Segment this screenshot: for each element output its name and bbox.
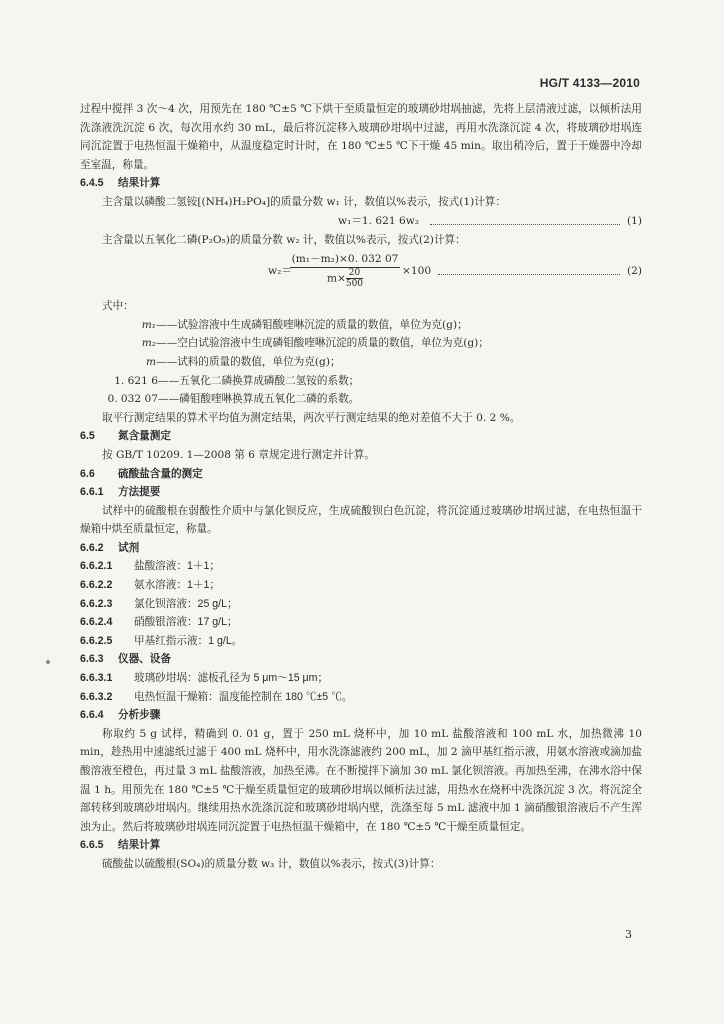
item-text: 电热恒温干燥箱：温度能控制在 180 ℃±5 ℃。 xyxy=(134,690,353,703)
section-number: 6.6.4 xyxy=(80,709,104,722)
formula-1-expression: w₁＝1. 621 6w₂ xyxy=(338,214,420,227)
formula-1 xyxy=(80,212,642,231)
variable-definitions xyxy=(80,316,642,409)
formula-2-numerator: (m₁－m₂)×0. 032 07 xyxy=(290,251,400,268)
page-number: 3 xyxy=(625,928,632,941)
coefficient-value: 0. 032 07 xyxy=(107,393,158,406)
item-number: 6.6.2.4 xyxy=(80,616,113,629)
document-body xyxy=(80,100,642,874)
section-6-6-4 xyxy=(80,706,642,725)
leader-dots xyxy=(438,274,620,275)
formula-2-multiplier: ×100 xyxy=(402,265,432,278)
section-title: 氮含量测定 xyxy=(118,430,171,443)
item-text: 玻璃砂坩埚：滤板孔径为 5 μm～15 μm； xyxy=(134,672,329,685)
standard-number: HG/T 4133—2010 xyxy=(539,76,640,90)
formula-2-fraction xyxy=(290,251,400,289)
definition-text: ——试料的质量的数值，单位为克(g)； xyxy=(156,355,341,368)
definition-item xyxy=(80,316,642,335)
section-number: 6.6.5 xyxy=(80,839,104,852)
section-6-6-5 xyxy=(80,836,642,855)
definition-text: ——空白试验溶液中生成磷钼酸喹啉沉淀的质量的数值，单位为克(g)； xyxy=(156,337,489,350)
coefficient-text: ——五氧化二磷换算成磷酸二氢铵的系数； xyxy=(158,374,360,387)
paragraph-main-content: 主含量以磷酸二氢铵[(NH₄)H₂PO₄]的质量分数 w₁ 计，数值以%表示，按式(1)计算： xyxy=(102,195,506,208)
denominator-prefix: m× xyxy=(326,272,346,285)
section-title: 试剂 xyxy=(118,541,140,554)
paragraph-procedure-continued: 过程中搅拌 3 次～4 次，用预先在 180 ℃±5 ℃下烘干至质量恒定的玻璃砂坩埚抽滤，先将上层清液过滤，以倾析法用洗涤液洗沉淀 6 次，每次用水约 30 mL，最后将沉淀移入玻璃砂坩埚中过滤，再用水洗涤沉淀 4 次，将玻璃砂坩埚连同沉淀置于电热恒温干燥箱中，从温度稳定时计时，在 180 ℃±5 ℃下干燥 45 min。取出稍冷后，置于干燥器中冷却至室温，称量。 xyxy=(80,103,642,171)
paragraph-method-summary: 试样中的硫酸根在弱酸性介质中与氯化钡反应，生成硫酸钡白色沉淀，将沉淀通过玻璃砂坩埚过滤，在电热恒温干燥箱中烘至质量恒定，称量。 xyxy=(80,504,642,536)
definition-text: ——试验溶液中生成磷钼酸喹啉沉淀的质量的数值，单位为克(g)； xyxy=(156,318,468,331)
coefficient-text: ——磷钼酸喹啉换算成五氧化二磷的系数。 xyxy=(158,393,360,406)
section-6-6-2 xyxy=(80,539,642,558)
equipment-item xyxy=(80,669,642,688)
formula-2-denominator xyxy=(290,268,400,289)
formula-1-number: (1) xyxy=(626,214,642,227)
item-text: 硝酸银溶液：17 g/L； xyxy=(134,616,238,629)
item-text: 氯化钡溶液：25 g/L； xyxy=(134,597,238,610)
paragraph-parallel-result: 取平行测定结果的算术平均值为测定结果，两次平行测定结果的绝对差值不大于 0. 2 %。 xyxy=(102,411,521,424)
section-title: 硫酸盐含量的测定 xyxy=(118,467,203,480)
equipment-item xyxy=(80,688,642,707)
definition-item xyxy=(80,334,642,353)
section-title: 方法提要 xyxy=(118,486,161,499)
paragraph-sulfate-result: 硫酸盐以硫酸根(SO₄)的质量分数 w₃ 计，数值以%表示，按式(3)计算： xyxy=(102,857,441,870)
where-label: 式中： xyxy=(102,300,134,313)
reagent-item xyxy=(80,557,642,576)
section-title: 分析步骤 xyxy=(118,709,161,722)
section-number: 6.6.3 xyxy=(80,653,104,666)
leader-dots xyxy=(430,224,620,225)
paragraph-p2o5-content: 主含量以五氧化二磷(P₂O₅)的质量分数 w₂ 计，数值以%表示，按式(2)计算： xyxy=(102,233,466,246)
section-6-4-5 xyxy=(80,174,642,193)
coefficient-item xyxy=(80,390,642,409)
section-6-6-1 xyxy=(80,483,642,502)
formula-2-lhs: w₂＝ xyxy=(268,265,292,278)
formula-2-number: (2) xyxy=(626,265,642,278)
definition-symbol: m₁ xyxy=(141,318,156,331)
coefficient-item xyxy=(80,372,642,391)
item-text: 氨水溶液：1＋1； xyxy=(134,579,220,592)
inner-denominator: 500 xyxy=(345,279,364,290)
reagent-item xyxy=(80,595,642,614)
item-number: 6.6.3.2 xyxy=(80,690,113,703)
item-number: 6.6.2.5 xyxy=(80,634,113,647)
scan-speck xyxy=(46,660,50,664)
coefficient-value: 1. 621 6 xyxy=(114,374,158,387)
item-text: 甲基红指示液：1 g/L。 xyxy=(134,634,243,647)
section-number: 6.6.2 xyxy=(80,541,104,554)
reagent-item xyxy=(80,613,642,632)
paragraph-nitrogen: 按 GB/T 10209. 1—2008 第 6 章规定进行测定并计算。 xyxy=(102,448,375,461)
section-title: 结果计算 xyxy=(118,839,161,852)
item-text: 盐酸溶液：1＋1； xyxy=(134,560,220,573)
definition-symbol: m₂ xyxy=(141,337,156,350)
item-number: 6.6.2.2 xyxy=(80,579,113,592)
item-number: 6.6.3.1 xyxy=(80,672,113,685)
section-number: 6.6.1 xyxy=(80,486,104,499)
section-number: 6.4.5 xyxy=(80,177,104,190)
section-title: 结果计算 xyxy=(118,177,161,190)
section-number: 6.5 xyxy=(80,430,95,443)
item-number: 6.6.2.3 xyxy=(80,597,113,610)
definition-symbol: m xyxy=(145,355,156,368)
reagent-item xyxy=(80,576,642,595)
item-number: 6.6.2.1 xyxy=(80,560,113,573)
definition-item xyxy=(80,353,642,372)
section-title: 仪器、设备 xyxy=(118,653,171,666)
section-6-6 xyxy=(80,465,642,484)
reagent-item xyxy=(80,632,642,651)
formula-2 xyxy=(80,251,642,291)
section-6-6-3 xyxy=(80,650,642,669)
paragraph-analysis-steps: 称取约 5 g 试样，精确到 0. 01 g，置于 250 mL 烧杯中，加 10 mL 盐酸溶液和 100 mL 水，加热微沸 10 min，趁热用中速滤纸过滤于 400 mL 烧杯中，用水洗涤滤液约 200 mL，加 2 滴甲基红指示液，用氨水溶液或滴加盐酸溶液至橙色，再过量 3 mL 盐酸溶液，加热至沸。在不断搅拌下滴加 30 mL 氯化钡溶液。再加热至沸，在沸水浴中保温 1 h。用预先在 180 ℃±5 ℃干燥至质量恒定的玻璃砂坩埚以倾析法过滤，用热水在烧杯中洗涤沉淀 3 次。将沉淀全部转移到玻璃砂坩埚内。继续用热水洗涤沉淀和玻璃砂坩埚内壁，洗涤至每 5 mL 滤液中加 1 滴硝酸银溶液后不产生浑浊为止。然后将玻璃砂坩埚连同沉淀置于电热恒温干燥箱中，在 180 ℃±5 ℃干燥至质量恒定。 xyxy=(80,727,642,833)
inner-numerator: 20 xyxy=(346,268,363,279)
section-6-5 xyxy=(80,427,642,446)
section-number: 6.6 xyxy=(80,467,95,480)
inner-fraction xyxy=(346,268,363,289)
